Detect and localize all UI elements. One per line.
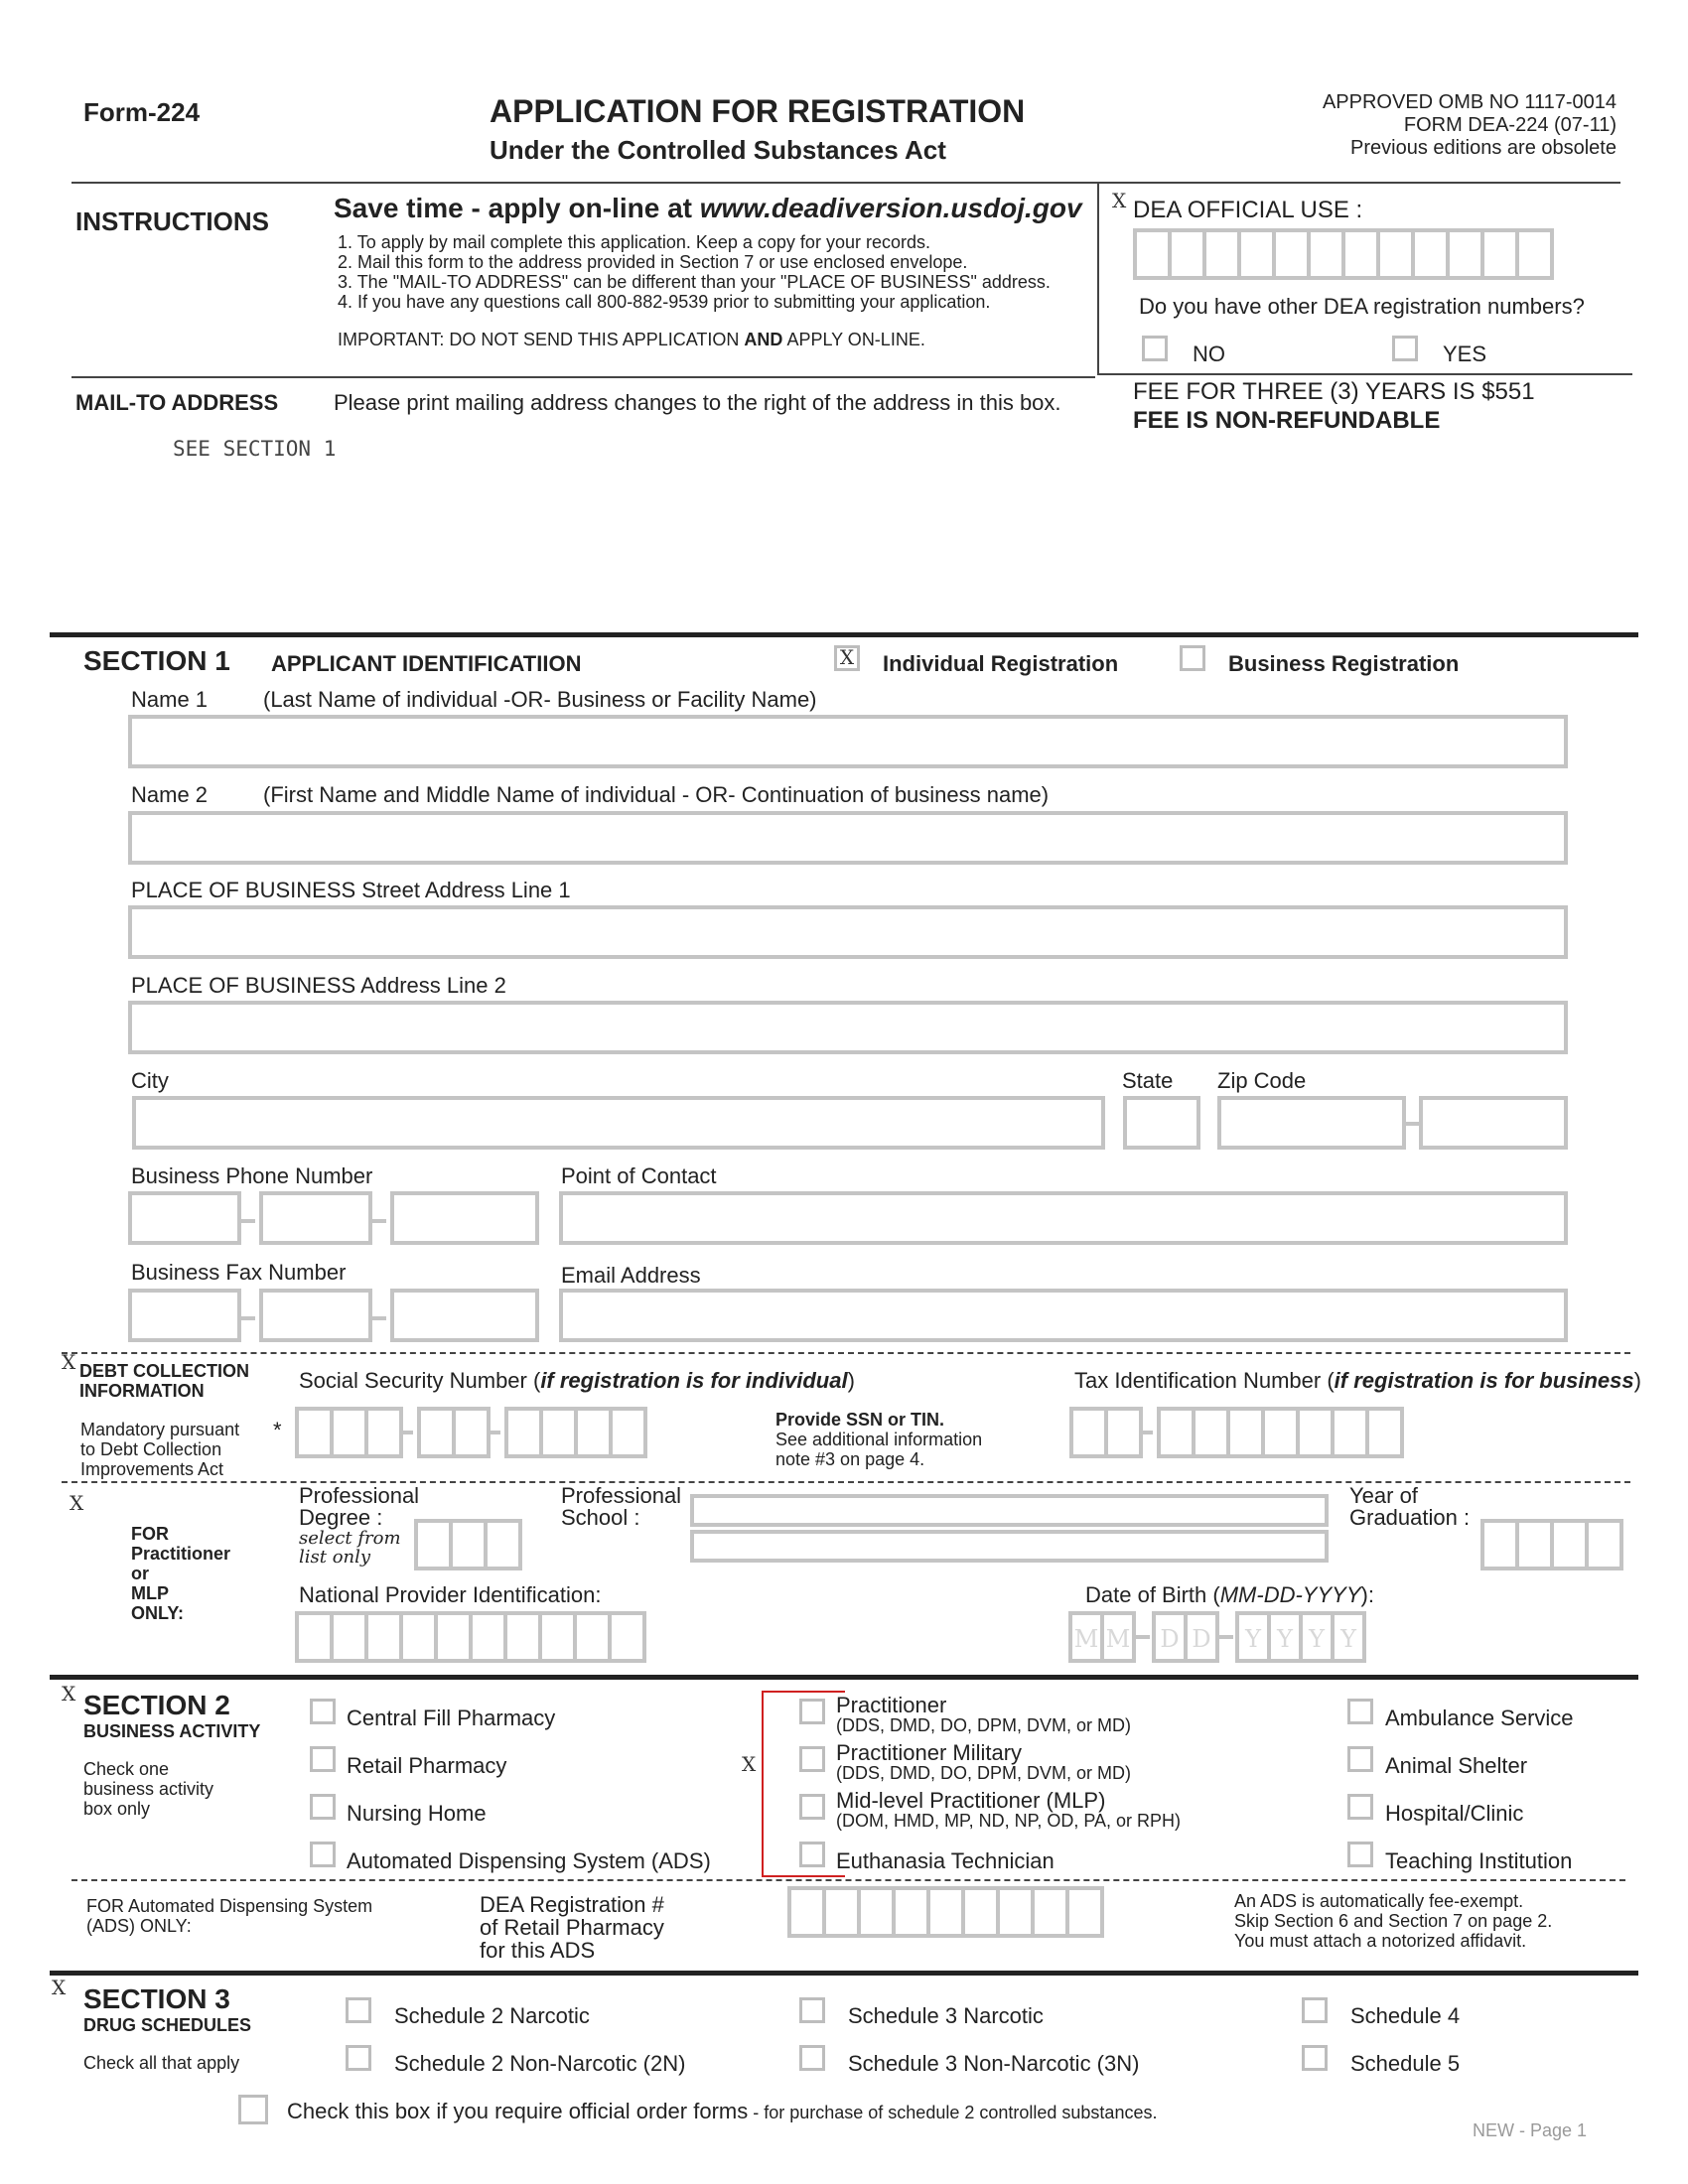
ssn-digit-cell[interactable]	[417, 1407, 456, 1458]
dob-placeholder: Y	[1277, 1625, 1293, 1653]
practitioner-marker: X	[70, 1491, 84, 1515]
official-use-cell[interactable]	[1446, 228, 1484, 280]
tin-digit-cell[interactable]	[1261, 1407, 1300, 1458]
instruction-item: 1. To apply by mail complete this application. Keep a copy for your records.	[338, 232, 930, 252]
provide-line: See additional information	[775, 1430, 983, 1449]
phone-line-input[interactable]	[390, 1191, 539, 1245]
point-of-contact-label: Point of Contact	[561, 1163, 717, 1188]
ambulance-service-label: Ambulance Service	[1385, 1706, 1574, 1730]
official-use-label: DEA OFFICIAL USE :	[1133, 197, 1363, 223]
dob-placeholder: D	[1192, 1625, 1211, 1653]
npi-digit-cell[interactable]	[469, 1611, 507, 1663]
npi-digit-cell[interactable]	[608, 1611, 646, 1663]
name2-label: Name 2	[131, 782, 209, 807]
npi-digit-cell[interactable]	[434, 1611, 473, 1663]
page-number: NEW - Page 1	[1473, 2120, 1588, 2140]
official-use-cell[interactable]	[1202, 228, 1241, 280]
form-subtitle: Under the Controlled Substances Act	[490, 135, 946, 165]
schedule-2n-label: Schedule 2 Non-Narcotic (2N)	[394, 2051, 686, 2076]
form-dea-number: FORM DEA-224 (07-11)	[1403, 114, 1617, 136]
official-use-cell[interactable]	[1480, 228, 1519, 280]
fax-line-input[interactable]	[390, 1289, 539, 1342]
graduation-year-label	[1349, 1485, 1470, 1529]
euthanasia-technician-checkbox[interactable]	[799, 1842, 825, 1867]
tin-digit-cell[interactable]	[1296, 1407, 1335, 1458]
dob-placeholder: D	[1160, 1625, 1180, 1653]
central-fill-pharmacy-label: Central Fill Pharmacy	[347, 1706, 556, 1730]
instruction-item: 3. The "MAIL-TO ADDRESS" can be different than your "PLACE OF BUSINESS" address.	[338, 272, 1051, 292]
other-reg-no-label: NO	[1193, 341, 1225, 366]
npi-digit-cell[interactable]	[538, 1611, 577, 1663]
dob-placeholder: Y	[1340, 1625, 1356, 1653]
fax-dash	[372, 1316, 386, 1320]
fax-area-input[interactable]	[128, 1289, 241, 1342]
zip-input[interactable]	[1217, 1096, 1406, 1150]
teaching-institution-label: Teaching Institution	[1385, 1848, 1573, 1873]
ssn-label	[299, 1368, 855, 1394]
practitioner-checkbox[interactable]	[799, 1699, 825, 1724]
dob-digit-cell[interactable]	[1152, 1611, 1188, 1663]
practitioner-military-degrees: (DDS, DMD, DO, DPM, DVM, or MD)	[836, 1763, 1131, 1783]
ads-reg-line: for this ADS	[480, 1938, 596, 1963]
official-use-marker: X	[1112, 189, 1127, 212]
fee-amount: FEE FOR THREE (3) YEARS IS $551	[1133, 378, 1535, 405]
name1-hint: (Last Name of individual -OR- Business or Facility Name)	[263, 687, 817, 712]
for-line: ONLY:	[131, 1603, 185, 1623]
npi-digit-cell[interactable]	[399, 1611, 438, 1663]
tin-label-qualifier: if registration is for business	[1334, 1368, 1634, 1393]
for-line: Practitioner	[131, 1544, 231, 1564]
section2-note-line: business activity	[83, 1779, 214, 1799]
instruction-list	[338, 232, 1051, 312]
official-use-cell[interactable]	[1411, 228, 1450, 280]
debt-title-line: INFORMATION	[79, 1381, 205, 1401]
central-fill-pharmacy-checkbox[interactable]	[310, 1699, 336, 1724]
dob-digit-cell[interactable]	[1331, 1611, 1366, 1663]
mail-to-address[interactable]: SEE SECTION 1	[173, 437, 337, 461]
address-line1-input[interactable]	[128, 905, 1568, 959]
schedule-5-label: Schedule 5	[1350, 2051, 1461, 2076]
online-url[interactable]: www.deadiversion.usdoj.gov	[699, 193, 1082, 223]
form-number: Form-224	[83, 97, 201, 127]
debt-title	[79, 1361, 249, 1401]
email-input[interactable]	[559, 1289, 1568, 1342]
animal-shelter-label: Animal Shelter	[1385, 1753, 1528, 1778]
order-forms-label	[287, 2099, 1157, 2124]
ads-registration-cell[interactable]	[787, 1886, 826, 1938]
order-forms-text: Check this box if you require official order forms	[287, 2099, 749, 2123]
dob-digit-cell[interactable]	[1299, 1611, 1335, 1663]
mandatory-line: Mandatory pursuant	[80, 1420, 240, 1439]
ads-divider	[71, 1879, 1625, 1881]
instruction-item: 4. If you have any questions call 800-882-9539 prior to submitting your application.	[338, 292, 991, 312]
phone-dash	[372, 1219, 386, 1223]
hospital-clinic-label: Hospital/Clinic	[1385, 1801, 1524, 1826]
npi-digit-cell[interactable]	[503, 1611, 542, 1663]
schedule-4-label: Schedule 4	[1350, 2003, 1461, 2028]
animal-shelter-checkbox[interactable]	[1347, 1746, 1373, 1772]
ads-reg-line: of Retail Pharmacy	[480, 1915, 664, 1940]
official-use-cell[interactable]	[1341, 228, 1380, 280]
ads-registration-cell[interactable]	[996, 1886, 1035, 1938]
state-label: State	[1122, 1068, 1174, 1093]
dob-digit-cell[interactable]	[1267, 1611, 1303, 1663]
dob-digit-cell[interactable]	[1068, 1611, 1104, 1663]
phone-dash	[241, 1219, 255, 1223]
section2-note-line: Check one	[83, 1759, 170, 1779]
official-use-cell[interactable]	[1515, 228, 1554, 280]
dob-dash	[1219, 1635, 1233, 1639]
hospital-clinic-checkbox[interactable]	[1347, 1794, 1373, 1820]
mail-to-label: MAIL-TO ADDRESS	[75, 390, 279, 415]
section3-subtitle: DRUG SCHEDULES	[83, 2015, 252, 2035]
npi-digit-cell[interactable]	[330, 1611, 368, 1663]
tin-digit-cell[interactable]	[1365, 1407, 1404, 1458]
section3-marker: X	[52, 1976, 67, 1999]
fee-non-refundable: FEE IS NON-REFUNDABLE	[1133, 407, 1441, 434]
state-input[interactable]	[1123, 1096, 1200, 1150]
ssn-label-text: Social Security Number (	[299, 1368, 541, 1393]
dob-label-close: ):	[1360, 1582, 1374, 1607]
business-phone-label: Business Phone Number	[131, 1163, 373, 1188]
schedule-3-narcotic-checkbox[interactable]	[799, 1997, 825, 2023]
ads-for-line: FOR Automated Dispensing System	[86, 1896, 373, 1916]
teaching-institution-checkbox[interactable]	[1347, 1842, 1373, 1867]
ssn-digit-cell[interactable]	[364, 1407, 403, 1458]
debt-divider	[62, 1352, 1630, 1354]
mail-to-note: Please print mailing address changes to the right of the address in this box.	[334, 390, 1061, 415]
address-line2-input[interactable]	[128, 1001, 1568, 1054]
ads-note-line: Skip Section 6 and Section 7 on page 2.	[1234, 1911, 1553, 1931]
dob-placeholder: M	[1073, 1625, 1099, 1653]
mandatory-line: to Debt Collection	[80, 1439, 222, 1459]
retail-pharmacy-checkbox[interactable]	[310, 1746, 336, 1772]
ssn-digit-dash	[403, 1431, 413, 1434]
other-reg-no-checkbox[interactable]	[1142, 336, 1168, 361]
ssn-digit-cell[interactable]	[452, 1407, 491, 1458]
ads-registration-cell[interactable]	[926, 1886, 965, 1938]
ads-checkbox[interactable]	[310, 1842, 336, 1867]
order-forms-checkbox[interactable]	[238, 2095, 268, 2124]
individual-registration-label: Individual Registration	[883, 651, 1119, 676]
mlp-degrees: (DOM, HMD, MP, ND, NP, OD, PA, or RPH)	[836, 1811, 1182, 1831]
other-reg-yes-checkbox[interactable]	[1392, 336, 1418, 361]
ssn-label-close: )	[847, 1368, 855, 1393]
tin-digit-cell[interactable]	[1331, 1407, 1369, 1458]
zip-label: Zip Code	[1217, 1068, 1307, 1093]
instruction-item: 2. Mail this form to the address provided in Section 7 or use enclosed envelope.	[338, 252, 968, 272]
section1-subtitle: APPLICANT IDENTIFICATIION	[271, 651, 582, 676]
ads-only-label	[86, 1896, 372, 1936]
ads-note-line: You must attach a notorized affidavit.	[1234, 1931, 1527, 1951]
school-input-line1[interactable]	[690, 1494, 1329, 1527]
tin-digit-cell[interactable]	[1069, 1407, 1108, 1458]
phone-area-input[interactable]	[128, 1191, 241, 1245]
euthanasia-technician-label: Euthanasia Technician	[836, 1848, 1055, 1873]
dob-placeholder: Y	[1309, 1625, 1325, 1653]
important-prefix: IMPORTANT: DO NOT SEND THIS APPLICATION	[338, 330, 740, 349]
school-input-line2[interactable]	[690, 1530, 1329, 1563]
ads-registration-label	[480, 1893, 664, 1962]
schedule-4-checkbox[interactable]	[1302, 1997, 1328, 2023]
official-use-cell[interactable]	[1376, 228, 1415, 280]
name1-input[interactable]	[128, 715, 1568, 768]
ssn-digit-cell[interactable]	[504, 1407, 543, 1458]
dob-label-text: Date of Birth (	[1085, 1582, 1220, 1607]
mlp-checkbox[interactable]	[799, 1794, 825, 1820]
ssn-digit-dash	[491, 1431, 500, 1434]
zip-plus4-input[interactable]	[1419, 1096, 1568, 1150]
ssn-label-qualifier: if registration is for individual	[540, 1368, 848, 1393]
practitioner-selected-marker: X	[742, 1752, 757, 1776]
ads-registration-cell[interactable]	[961, 1886, 1000, 1938]
official-use-divider	[1097, 182, 1099, 375]
ads-registration-cell[interactable]	[892, 1886, 930, 1938]
fax-dash	[241, 1316, 255, 1320]
schedule-3n-label: Schedule 3 Non-Narcotic (3N)	[848, 2051, 1140, 2076]
debt-title-line: DEBT COLLECTION	[79, 1361, 249, 1381]
practitioner-military-checkbox[interactable]	[799, 1746, 825, 1772]
schedule-2-narcotic-label: Schedule 2 Narcotic	[394, 2003, 590, 2028]
npi-digit-cell[interactable]	[573, 1611, 612, 1663]
city-input[interactable]	[132, 1096, 1105, 1150]
omb-block	[1323, 91, 1617, 160]
school-line: Professional	[561, 1483, 682, 1508]
mail-to-rule-right	[1097, 373, 1632, 375]
dob-dash	[1136, 1635, 1150, 1639]
for-line: MLP	[131, 1583, 169, 1603]
ads-registration-cell[interactable]	[1065, 1886, 1104, 1938]
other-registration-question: Do you have other DEA registration numbers?	[1139, 294, 1585, 319]
ads-reg-line: DEA Registration #	[480, 1892, 664, 1917]
provide-line: note #3 on page 4.	[775, 1449, 925, 1469]
header-rule	[71, 182, 1620, 184]
for-line: FOR	[131, 1524, 169, 1544]
schedule-5-checkbox[interactable]	[1302, 2045, 1328, 2071]
important-suffix: APPLY ON-LINE.	[786, 330, 925, 349]
ads-registration-cell[interactable]	[857, 1886, 896, 1938]
degree-line: Degree :	[299, 1505, 383, 1530]
dob-digit-cell[interactable]	[1100, 1611, 1136, 1663]
nursing-home-label: Nursing Home	[347, 1801, 487, 1826]
ads-registration-cell[interactable]	[1031, 1886, 1069, 1938]
degree-hint-line: select from	[299, 1528, 401, 1549]
schedule-3n-checkbox[interactable]	[799, 2045, 825, 2071]
section2-note	[83, 1759, 213, 1819]
email-label: Email Address	[561, 1263, 701, 1288]
section2-rule	[50, 1675, 1638, 1680]
omb-number: APPROVED OMB NO 1117-0014	[1322, 91, 1617, 113]
retail-pharmacy-label: Retail Pharmacy	[347, 1753, 507, 1778]
year-line: Graduation :	[1349, 1505, 1471, 1530]
provide-ssn-tin-note	[775, 1410, 982, 1469]
section2-subtitle: BUSINESS ACTIVITY	[83, 1721, 261, 1741]
practitioner-for-label	[131, 1524, 230, 1623]
official-use-cell[interactable]	[1307, 228, 1345, 280]
debt-mandatory-note	[80, 1420, 239, 1479]
degree-cell[interactable]	[449, 1519, 488, 1570]
for-line: or	[131, 1564, 149, 1583]
official-use-cell[interactable]	[1133, 228, 1172, 280]
section3-title: SECTION 3	[83, 1983, 230, 2014]
section3-note: Check all that apply	[83, 2053, 240, 2073]
npi-digit-cell[interactable]	[295, 1611, 334, 1663]
practitioner-degrees: (DDS, DMD, DO, DPM, DVM, or MD)	[836, 1715, 1131, 1735]
degree-label	[299, 1485, 419, 1529]
mandatory-line: Improvements Act	[80, 1459, 224, 1479]
ads-registration-cell[interactable]	[822, 1886, 861, 1938]
tin-digit-dash	[1143, 1431, 1153, 1434]
ssn-digit-cell[interactable]	[539, 1407, 578, 1458]
graduation-year-cell[interactable]	[1480, 1519, 1519, 1570]
debt-marker: X	[62, 1350, 76, 1374]
section2-title: SECTION 2	[83, 1690, 230, 1720]
ssn-digit-cell[interactable]	[609, 1407, 647, 1458]
dob-digit-cell[interactable]	[1235, 1611, 1271, 1663]
school-label	[561, 1485, 681, 1529]
ads-label: Automated Dispensing System (ADS)	[347, 1848, 711, 1873]
degree-cell[interactable]	[414, 1519, 453, 1570]
ambulance-service-checkbox[interactable]	[1347, 1699, 1373, 1724]
ads-fee-note	[1234, 1891, 1552, 1951]
fax-prefix-input[interactable]	[259, 1289, 372, 1342]
business-registration-checkbox[interactable]	[1180, 645, 1205, 671]
mail-to-rule-left	[71, 376, 1095, 378]
obsolete-note: Previous editions are obsolete	[1350, 137, 1617, 159]
tin-digit-cell[interactable]	[1104, 1407, 1143, 1458]
ads-for-line: (ADS) ONLY:	[86, 1916, 192, 1936]
ssn-digit-cell[interactable]	[295, 1407, 334, 1458]
practitioner-military-label: Practitioner Military	[836, 1740, 1023, 1765]
mlp-label: Mid-level Practitioner (MLP)	[836, 1788, 1106, 1813]
address-line2-label: PLACE OF BUSINESS Address Line 2	[131, 973, 506, 998]
address-line1-label: PLACE OF BUSINESS Street Address Line 1	[131, 878, 571, 902]
section2-marker: X	[62, 1682, 76, 1706]
section3-rule	[50, 1971, 1638, 1976]
section1-rule	[50, 632, 1638, 637]
section1-title: SECTION 1	[83, 645, 230, 676]
official-use-cell[interactable]	[1168, 228, 1206, 280]
npi-digit-cell[interactable]	[364, 1611, 403, 1663]
year-line: Year of	[1349, 1483, 1418, 1508]
dob-format: MM-DD-YYYY	[1219, 1582, 1361, 1607]
official-use-cell[interactable]	[1272, 228, 1311, 280]
business-fax-label: Business Fax Number	[131, 1260, 347, 1285]
degree-line: Professional	[299, 1483, 420, 1508]
section2-note-line: box only	[83, 1799, 151, 1819]
save-time-prefix: Save time - apply on-line at	[334, 193, 692, 223]
dob-label	[1085, 1582, 1374, 1608]
degree-cell[interactable]	[484, 1519, 522, 1570]
ads-note-line: An ADS is automatically fee-exempt.	[1234, 1891, 1524, 1911]
school-line: School :	[561, 1505, 640, 1530]
zip-dash	[1406, 1122, 1420, 1126]
name2-input[interactable]	[128, 811, 1568, 865]
order-forms-subtext: - for purchase of schedule 2 controlled substances.	[748, 2103, 1158, 2122]
practitioner-label: Practitioner	[836, 1693, 947, 1717]
ssn-digit-cell[interactable]	[330, 1407, 368, 1458]
name1-label: Name 1	[131, 687, 209, 712]
tin-digit-cell[interactable]	[1226, 1407, 1265, 1458]
form-title: APPLICATION FOR REGISTRATION	[490, 93, 1026, 129]
important-and: AND	[744, 330, 783, 349]
ssn-required-asterisk: *	[273, 1418, 282, 1442]
tin-label	[1074, 1368, 1641, 1394]
phone-prefix-input[interactable]	[259, 1191, 372, 1245]
npi-label: National Provider Identification:	[299, 1582, 602, 1607]
city-label: City	[131, 1068, 169, 1093]
graduation-year-cell[interactable]	[1515, 1519, 1554, 1570]
tin-label-text: Tax Identification Number (	[1074, 1368, 1335, 1393]
tin-digit-cell[interactable]	[1192, 1407, 1230, 1458]
dob-digit-cell[interactable]	[1184, 1611, 1219, 1663]
dob-placeholder: M	[1105, 1625, 1131, 1653]
point-of-contact-input[interactable]	[559, 1191, 1568, 1245]
save-time-line	[334, 193, 1082, 224]
graduation-year-cell[interactable]	[1585, 1519, 1623, 1570]
ssn-digit-cell[interactable]	[574, 1407, 613, 1458]
name2-hint: (First Name and Middle Name of individual - OR- Continuation of business name)	[263, 782, 1050, 807]
schedule-2-narcotic-checkbox[interactable]	[346, 1997, 371, 2023]
provide-title: Provide SSN or TIN.	[775, 1410, 945, 1430]
schedule-3-narcotic-label: Schedule 3 Narcotic	[848, 2003, 1044, 2028]
individual-registration-checkbox[interactable]: X	[834, 645, 860, 671]
official-use-cell[interactable]	[1237, 228, 1276, 280]
nursing-home-checkbox[interactable]	[310, 1794, 336, 1820]
degree-hint	[299, 1529, 401, 1567]
tin-digit-cell[interactable]	[1157, 1407, 1196, 1458]
business-registration-label: Business Registration	[1228, 651, 1460, 676]
graduation-year-cell[interactable]	[1550, 1519, 1589, 1570]
other-reg-yes-label: YES	[1443, 341, 1487, 366]
dob-placeholder: Y	[1245, 1625, 1261, 1653]
important-note	[338, 330, 925, 350]
instructions-label: INSTRUCTIONS	[75, 206, 269, 236]
degree-hint-line: list only	[299, 1547, 371, 1568]
schedule-2n-checkbox[interactable]	[346, 2045, 371, 2071]
tin-label-close: )	[1633, 1368, 1641, 1393]
